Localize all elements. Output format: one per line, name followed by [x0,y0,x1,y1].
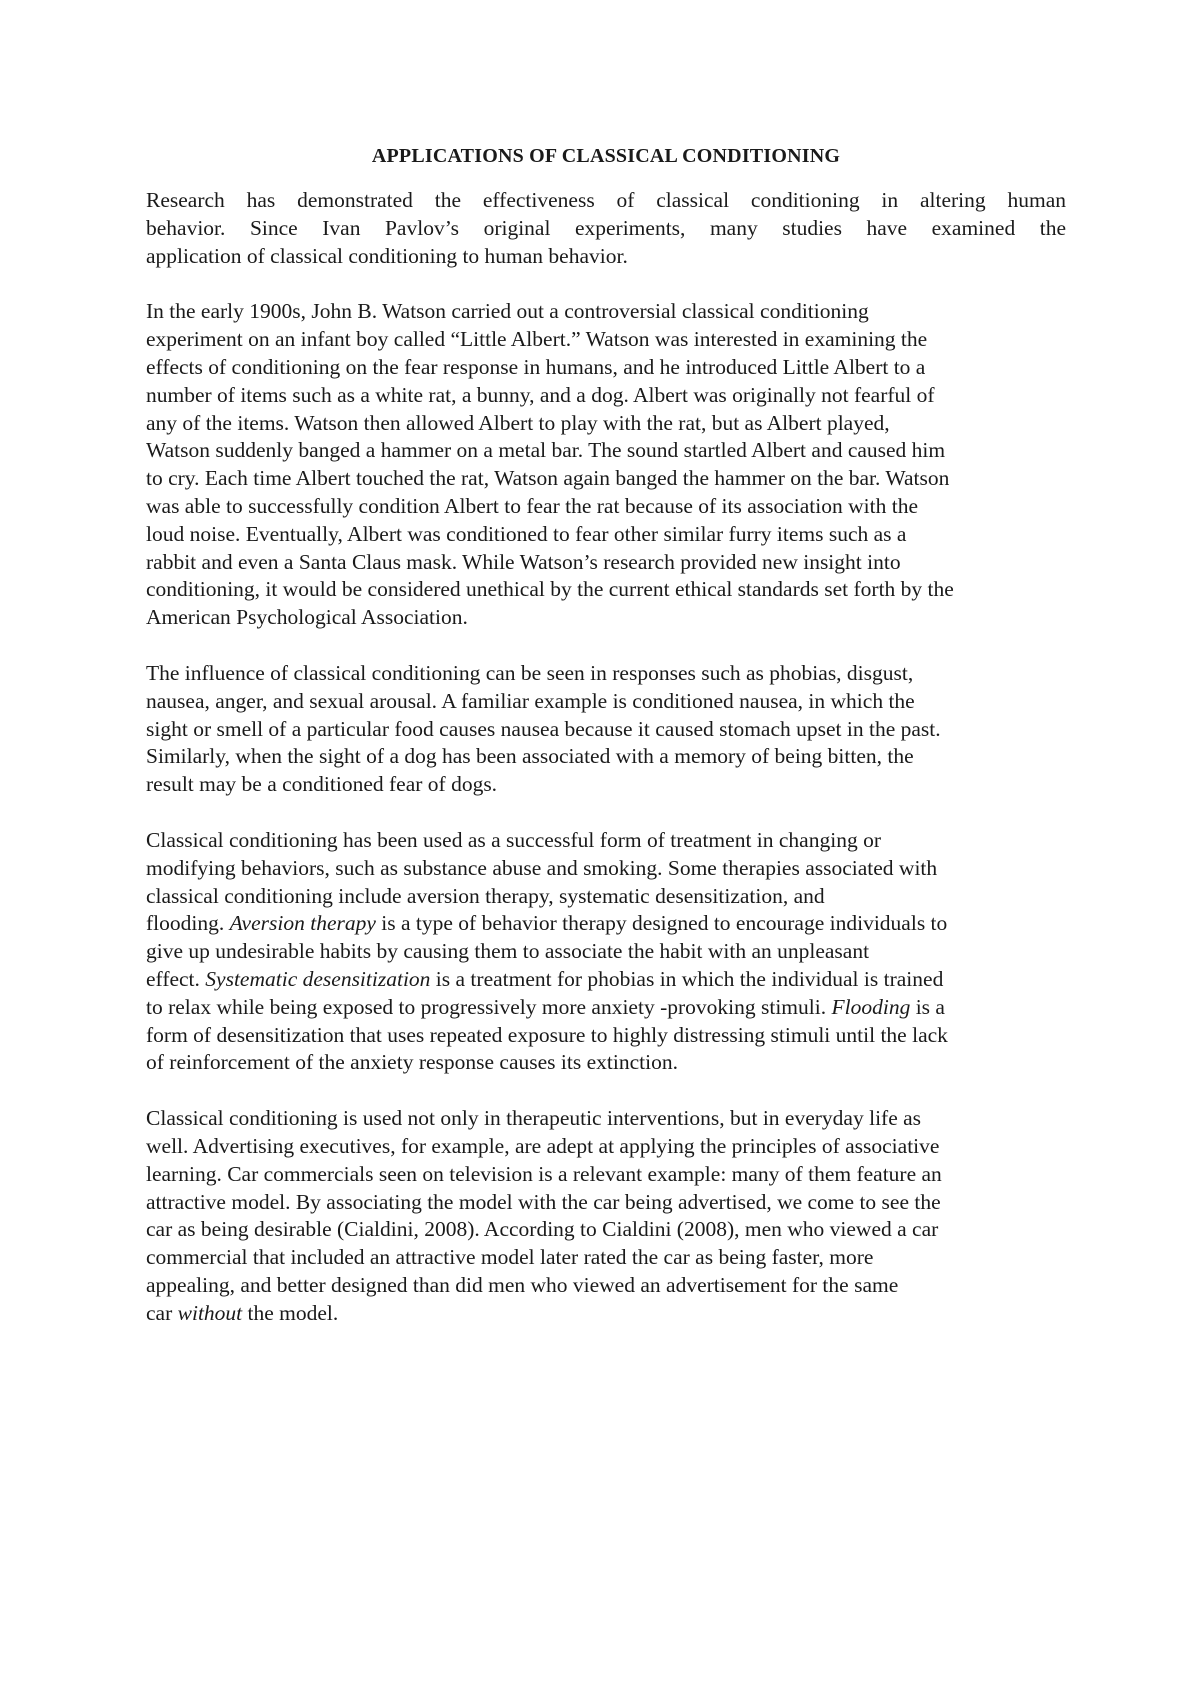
text-line: give up undesirable habits by causing them to associate the habit with an unpleasant [146,939,870,964]
text-line: of reinforcement of the anxiety response causes its extinction. [146,1050,678,1075]
text-line: effects of conditioning on the fear response in humans, and he introduced Little Albert to a [146,354,926,379]
term-aversion-therapy: Aversion therapy [229,911,376,936]
text-line: car as being desirable (Cialdini, 2008). According to Cialdini (2008), men who viewed a car [146,1217,939,1242]
text-line: The influence of classical conditioning can be seen in responses such as phobias, disgust, [146,660,914,685]
paragraph-intro [146,187,1066,270]
text-line: any of the items. Watson then allowed Albert to play with the rat, but as Albert played, [146,410,890,435]
text-line [146,910,1066,938]
text-run: is a treatment for phobias in which the individual is trained [430,966,944,991]
text-line: attractive model. By associating the model with the car being advertised, we come to see the [146,1189,941,1214]
document-body [146,143,1066,1355]
text-line: classical conditioning include aversion therapy, systematic desensitization, and [146,883,825,908]
paragraph-influence [146,660,1066,799]
term-systematic-desensitization: Systematic desensitization [205,966,431,991]
text-run: flooding. [146,911,230,936]
text-line: result may be a conditioned fear of dogs. [146,772,498,797]
text-line: form of desensitization that uses repeated exposure to highly distressing stimuli until the lack [146,1022,948,1047]
text-line: appealing, and better designed than did men who viewed an advertisement for the same [146,1272,899,1297]
text-line: Similarly, when the sight of a dog has been associated with a memory of being bitten, the [146,744,914,769]
text-line: nausea, anger, and sexual arousal. A familiar example is conditioned nausea, in which the [146,688,915,713]
paragraph-treatment [146,827,1066,1077]
text-line: well. Advertising executives, for example, are adept at applying the principles of associative [146,1133,940,1158]
text-line: Classical conditioning has been used as a successful form of treatment in changing or [146,827,881,852]
text-line: was able to successfully condition Albert to fear the rat because of its association with the [146,493,918,518]
text-line: conditioning, it would be considered unethical by the current ethical standards set forth by the [146,577,954,602]
text-line: Watson suddenly banged a hammer on a metal bar. The sound startled Albert and caused him [146,438,946,463]
text-line: number of items such as a white rat, a bunny, and a dog. Albert was originally not fearful of [146,382,935,407]
text-line: behavior. Since Ivan Pavlov’s original experiments, many studies have examined the [146,215,1066,240]
text-line: rabbit and even a Santa Claus mask. While Watson’s research provided new insight into [146,549,901,574]
text-run: is a type of behavior therapy designed to encourage individuals to [375,911,948,936]
text-line: commercial that included an attractive model later rated the car as being faster, more [146,1245,874,1270]
text-line: application of classical conditioning to human behavior. [146,243,628,268]
text-line: modifying behaviors, such as substance abuse and smoking. Some therapies associated with [146,855,938,880]
text-line [146,994,1066,1022]
text-line: loud noise. Eventually, Albert was conditioned to fear other similar furry items such as a [146,521,907,546]
emphasis-without: without [177,1300,243,1325]
text-line: learning. Car commercials seen on television is a relevant example: many of them feature an [146,1161,942,1186]
text-line: Research has demonstrated the effectiveness of classical conditioning in altering human [146,188,1066,212]
text-line: In the early 1900s, John B. Watson carried out a controversial classical conditioning [146,299,869,324]
text-line: experiment on an infant boy called “Little Albert.” Watson was interested in examining the [146,327,928,352]
paragraph-advertising [146,1105,1066,1327]
text-run: effect. [146,966,206,991]
term-flooding: Flooding [831,994,911,1019]
text-line: American Psychological Association. [146,605,468,630]
text-line: Classical conditioning is used not only in therapeutic interventions, but in everyday life as [146,1106,922,1131]
document-title: APPLICATIONS OF CLASSICAL CONDITIONING [371,145,841,167]
text-line: to cry. Each time Albert touched the rat, Watson again banged the hammer on the bar. Watson [146,466,950,491]
text-run: car [146,1300,178,1325]
text-run: is a [910,994,945,1019]
paragraph-little-albert [146,298,1066,632]
text-line: sight or smell of a particular food causes nausea because it caused stomach upset in the past. [146,716,941,741]
text-line [146,966,1066,994]
text-line [146,1300,1066,1328]
text-run: to relax while being exposed to progressively more anxiety -provoking stimuli. [146,994,832,1019]
text-run: the model. [242,1300,339,1325]
